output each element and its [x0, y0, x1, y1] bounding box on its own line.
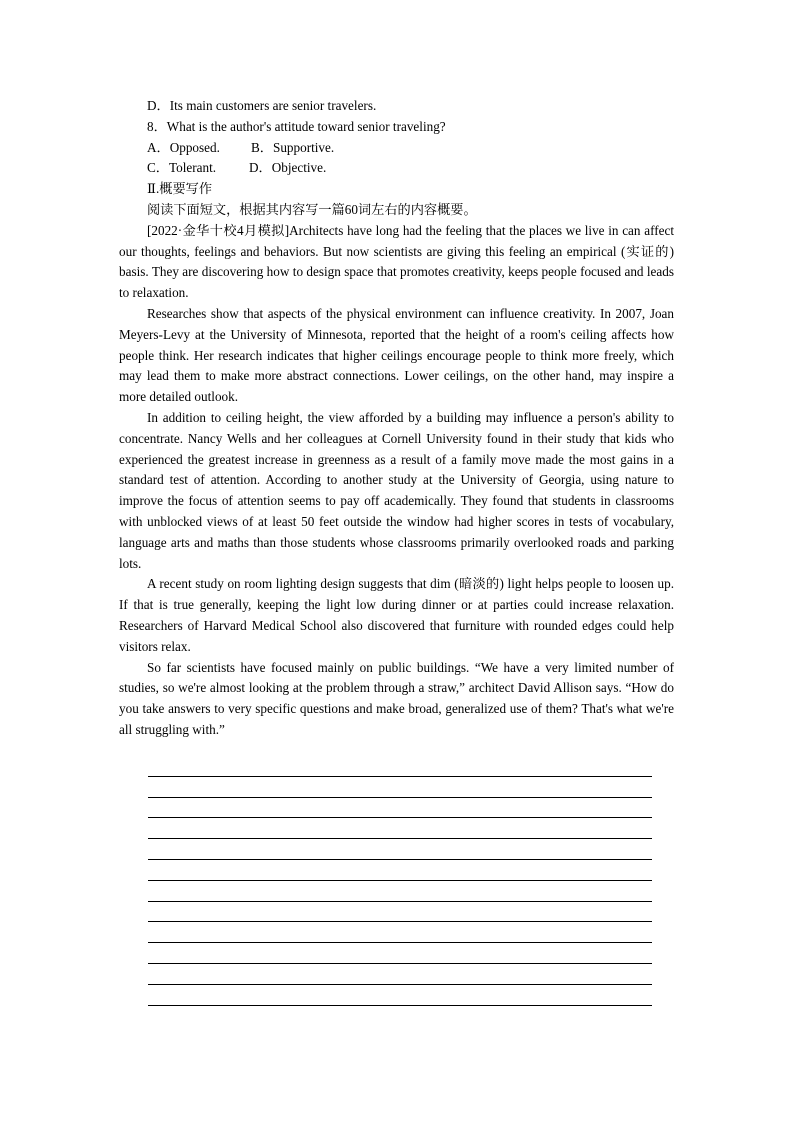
q8-option-a: A．Opposed. — [147, 139, 220, 155]
answer-line[interactable] — [148, 777, 652, 798]
q8-options-row-2 — [119, 158, 674, 179]
q8-option-d: D．Objective. — [249, 160, 327, 176]
answer-line[interactable] — [148, 922, 652, 943]
answer-line[interactable] — [148, 902, 652, 923]
answer-line[interactable] — [148, 798, 652, 819]
section-instruction: 阅读下面短文，根据其内容写一篇60词左右的内容概要。 — [147, 201, 477, 217]
q7-option-d: D．Its main customers are senior travelers. — [147, 98, 377, 113]
q8-options-row-1 — [119, 138, 674, 159]
q8-stem: 8．What is the author's attitude toward senior traveling? — [147, 118, 446, 134]
passage-paragraph-1: [2022·金华十校4月模拟]Architects have long had the feeling that the places we live in can affect our thoughts, feelings and behaviors. But now scientists are giving this feeling an empirical (实证的) basis. They are discovering how to design space that promotes creativity, keeps people focused and leads to relaxation. — [119, 222, 674, 301]
answer-line[interactable] — [148, 943, 652, 964]
document-page — [119, 96, 674, 741]
section-title: Ⅱ.概要写作 — [147, 181, 213, 197]
q8-option-b: B．Supportive. — [251, 139, 335, 155]
answer-writing-area[interactable] — [148, 756, 652, 1006]
answer-line[interactable] — [148, 860, 652, 881]
passage-paragraph-5: So far scientists have focused mainly on public buildings. “We have a very limited number of studies, so we're almost looking at the problem through a straw,” architect David Allison says. “How do you take answers to very specific questions and make broad, generalized use of them? That's what we're all struggling with.” — [119, 659, 674, 737]
answer-line[interactable] — [148, 964, 652, 985]
answer-line[interactable] — [148, 881, 652, 902]
answer-line[interactable] — [148, 839, 652, 860]
answer-line[interactable] — [148, 756, 652, 777]
passage-paragraph-3: In addition to ceiling height, the view afforded by a building may influence a person's ability to concentrate. Nancy Wells and her colleagues at Cornell University found in their study that kids who experienced the greatest increase in greenness as a result of a family move made the most gains in a standard test of attention. According to another study at the University of Georgia, using nature to improve the focus of attention seems to pay off academically. They found that students in classrooms with unblocked views of at least 50 feet outside the window had higher scores in tests of vocabulary, language arts and maths than those students whose classrooms primarily overlooked roads and parking lots. — [119, 409, 674, 571]
q8-option-c: C．Tolerant. — [147, 160, 217, 176]
passage-paragraph-4: A recent study on room lighting design suggests that dim (暗淡的) light helps people to loosen up. If that is true generally, keeping the light low during dinner or at parties could increase relaxation. Researchers of Harvard Medical School also discovered that furniture with rounded edges could help visitors relax. — [119, 576, 674, 654]
passage-paragraph-2: Researches show that aspects of the physical environment can influence creativity. In 2007, Joan Meyers-Levy at the University of Minnesota, reported that the height of a room's ceiling affects how people think. Her research indicates that higher ceilings encourage people to think more freely, which may lead them to make more abstract connections. Lower ceilings, on the other hand, may inspire a more detailed outlook. — [119, 305, 674, 405]
answer-line[interactable] — [148, 818, 652, 839]
answer-line[interactable] — [148, 985, 652, 1006]
